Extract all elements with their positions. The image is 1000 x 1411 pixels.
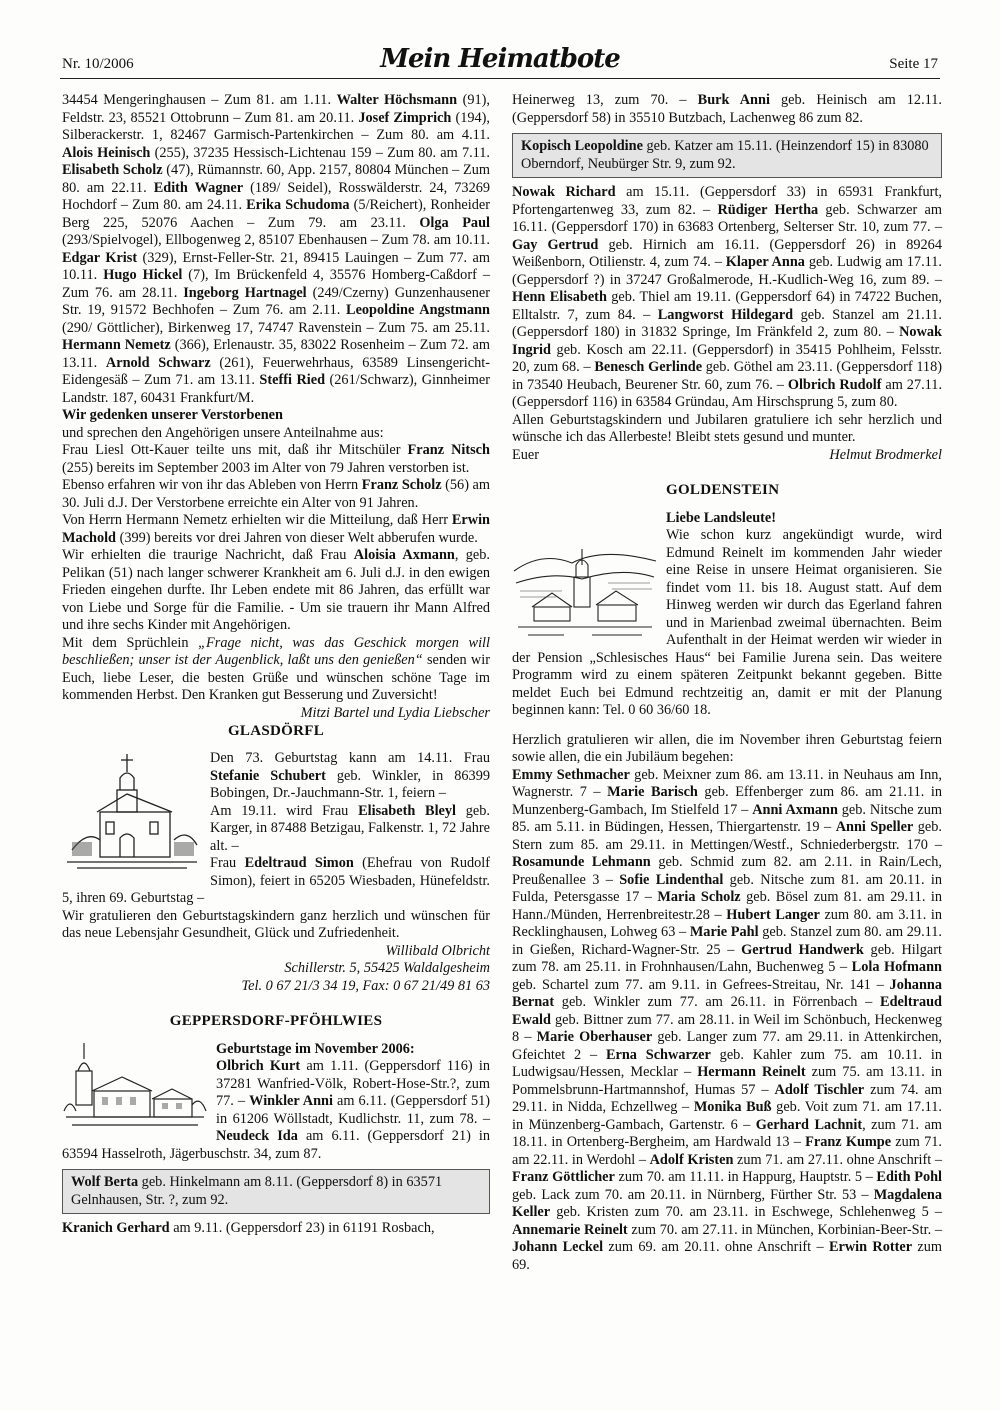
goldenstein-greeting: Liebe Landsleute! [666, 509, 777, 526]
memorial-intro: und sprechen den Angehörigen unsere Anteilnahme aus: [62, 424, 384, 441]
highlight-box: Kopisch Leopoldine geb. Katzer am 15.11. (Heinzendorf 15) in 83080 Oberndorf, Neubürger Str. 9, zum 92. [512, 133, 942, 178]
geppersdorf-birthdays-continued: Kranich Gerhard am 9.11. (Geppersdorf 23) in 61191 Rosbach, [62, 1220, 435, 1236]
landscape-illustration [512, 531, 658, 643]
highlight-box: Wolf Berta geb. Hinkelmann am 8.11. (Geppersdorf 8) in 63571 Gelnhausen, Str. ?, zum 92. [62, 1169, 490, 1214]
signature-phone: Tel. 0 67 21/3 34 19, Fax: 0 67 21/49 81 63 [241, 977, 490, 994]
geppersdorf-birthdays: Olbrich Kurt am 1.11. (Geppersdorf 116) in 37281 Wanfried-Völk, Robert-Hose-Str.?, zum 77. – Winkler Anni am 6.11. (Geppersdorf 51) in 61206 Wöllstadt, Kudlichstr. 11, zum 78. – Neudeck Ida am 6.11. (Geppersdorf 21) in 63594 Hasselroth, Jägerbuschstr. 34, zum 87. [62, 1058, 491, 1162]
closing-signature-row [512, 447, 942, 465]
geppersdorf-continued: Heinerweg 13, zum 70. – Burk Anni geb. Heinisch am 12.11. (Geppersdorf 58) in 35510 Butzbach, Lachenweg 86 zum 82. [512, 92, 942, 126]
closing-salutation: Euer [512, 446, 539, 463]
header-rule [60, 78, 940, 79]
village-illustration [62, 1041, 208, 1137]
geppersdorf-section [62, 1041, 490, 1238]
memorial-heading: Wir gedenken unserer Verstorbenen [62, 407, 283, 423]
page-number: Seite 17 [889, 56, 938, 72]
memorial-closing: Mit dem Sprüchlein „Frage nicht, was das Geschick morgen will beschließen; unser ist der Augenblick, laßt uns den genießen“ senden wir Euch, liebe Leser, die besten Grüße und wünschen schöne Tage im kommenden Herbst. Den Kranken gut Besserung und Zuversicht! Mitzi Bartel und Lydia Liebscher [62, 634, 490, 721]
memorial-paragraph: Ebenso erfahren wir von ihr das Ableben von Herrn Franz Scholz (56) am 30. Juli d.J. Der Verstorbene erreichte ein Alter von 91 Jahren. [62, 477, 491, 511]
goldenstein-trip-announcement: Wie schon kurz angekündigt wurde, wird Edmund Reinelt im kommenden Jahr wieder eine Reise in unsere Heimat organisieren. Sie findet vom 11. bis 18. August statt. Auf dem Hinweg werden wir durch das Egerland fahren und in Marienbad zweimal übernachten. Beim Aufenthalt in der Heimat werden wir wieder in der Pension „Schlesisches Haus“ bei Familie Jurena sein. Das weitere Programm wird zu einem späteren Zeitpunkt bekannt gegeben. Bitte meldet Euch bei Edmund rechtzeitig an, damit er mit der Planung beginnen kann: Tel. 0 60 36/60 18. [512, 527, 942, 718]
goldenstein-birthday-list: Emmy Sethmacher geb. Meixner zum 86. am 13.11. in Neuhaus am Inn, Wagnerstr. 7 – Marie Barisch geb. Effenberger zum 86. am 21.11. in Munzenberg-Gambach, Im Stielfeld 17 – Anni Axmann geb. Nitsche zum 85. am 5.11. in Büdingen, Hessen, Thiergartenstr. 19 – Anni Speller geb. Stern zum 85. am 29.11. in Mettingen/Westf., Schniederbergstr. 170 – Rosamunde Lehmann geb. Schmid zum 82. am 2.11. in Rain/Lech, Preußenallee 3 – Sofie Lindenthal geb. Nitsche zum 81. am 20.11. in Fulda, Petersgasse 17 – Maria Scholz geb. Bösel zum 81. am 29.11. in Hann./Münden, Herrenbreitestr.28 – Hubert Langer zum 80. am 3.11. in Recklinghausen, Lohweg 63 – Marie Pahl geb. Stanzel zum 80. am 29.11. in Gießen, Richard-Wagner-Str. 25 – Gertrud Handwerk geb. Hilgart zum 78. am 25.11. in Frohnhausen/Lahn, Buchenweg 5 – Lola Hofmann geb. Schartel zum 77. am 9.11. in Gefrees-Streitau, Nr. 141 – Johanna Bernat geb. Winkler zum 77. am 26.11. in Förrenbach – Edeltraud Ewald geb. Bittner zum 77. am 28.11. in Weil im Schönbuch, Heckenweg 8 – Marie Oberhauser geb. Langer zum 77. am 29.11. in Attenkirchen, Gfeichtet 2 – Erna Schwarzer geb. Kahler zum 75. am 10.11. in Ludwigsau/Hessen, Mecklar – Hermann Reinelt zum 75. am 13.11. in Pommelsbrunn-Hartmannshof, Humas 57 – Adolf Tischler zum 74. am 29.11. in Nidda, Echzellweg – Monika Buß geb. Voit zum 71. am 17.11. in Münzenberg-Gambach, Gartenstr. 6 – Gerhard Lachnit, zum 71. am 18.11. in Ortenberg-Bergheim, am Hardwald 13 – Franz Kumpe zum 71. am 22.11. in Werdohl – Adolf Kristen zum 71. am 27.11. ohne Anschrift – Franz Göttlicher zum 70. am 11.11. in Happurg, Hauptstr. 5 – Edith Pohl geb. Lack zum 70. am 20.11. in Nürnberg, Fürther Str. 53 – Magdalena Keller geb. Kristen zum 70. am 23.11. in Eschwege, Schlehenweg 5 – Annemarie Reinelt zum 70. am 27.11. in München, Korbinian-Beer-Str. – Johann Leckel zum 69. am 20.11. ohne Anschrift – Erwin Rotter zum 69. [512, 766, 943, 1273]
glasdoerfl-section [62, 750, 490, 995]
memorial-paragraph: Frau Liesl Ott-Kauer teilte uns mit, daß ihr Mitschüler Franz Nitsch (255) bereits im September 2003 im Alter von 79 Jahren verstorben ist. [62, 442, 490, 476]
goldenstein-section [512, 510, 942, 1275]
chapel-illustration [62, 750, 202, 880]
issue-number: Nr. 10/2006 [62, 56, 134, 72]
section-title-glasdoerfl: GLASDÖRFL [227, 722, 325, 739]
closing-signature: Helmut Brodmerkel [829, 446, 942, 463]
right-column [512, 92, 942, 1274]
memorial-paragraph: Wir erhielten die traurige Nachricht, daß Frau Aloisia Axmann, geb. Pelikan (51) nach langer schwerer Krankheit am 6. Juli d.J. in den ewigen Frieden eingehen durfte. Ihr Leben endete mit 86 Jahren, das erfüllt war von Liebe und Sorge für die Familie. - Um sie trauern ihr Mann Alfred und ihre sechs Kinder mit Angehörigen. [62, 547, 490, 633]
geppersdorf-closing: Allen Geburtstagskindern und Jubilaren gratuliere ich sehr herzlich und wünsche ich das Allerbeste! Bleibt stets gesund und munter. [512, 411, 942, 445]
birthday-list-continued: 34454 Mengeringhausen – Zum 81. am 1.11. Walter Höchsmann (91), Feldstr. 23, 85521 Ottobrunn – Zum 81. am 20.11. Josef Zimprich (194), Silberackerstr. 1, 82467 Garmisch-Partenkirchen – Zum 80. am 4.11. Alois Heinisch (255), 37235 Hessisch-Lichtenau 159 – Zum 80. am 7.11. Elisabeth Scholz (47), Rümannstr. 60, App. 2157, 80804 München – Zum 80. am 22.11. Edith Wagner (189/ Seidel), Rosswälderstr. 24, 73269 Hochdorf – Zum 80. am 24.11. Erika Schudoma (5/Reichert), Ronheider Berg 225, 52076 Aachen – Zum 79. am 23.11. Olga Paul (293/Spielvogel), Ellbogenweg 2, 85107 Ebenhausen – Zum 78. am 10.11. Edgar Krist (329), Ernst-Feller-Str. 21, 89415 Lauingen – Zum 77. am 10.11. Hugo Hickel (7), Im Brückenfeld 4, 35576 Homberg-Caßdorf – Zum 76. am 28.11. Ingeborg Hartnagel (249/Czerny) Gunzenhausener Str. 19, 91572 Bechhofen – Zum 76. am 2.11. Leopoldine Angstmann (290/ Göttlicher), Birkenweg 17, 74747 Ravenstein – Zum 75. am 25.11. Hermann Nemetz (366), Erlenaustr. 35, 83022 Rosenheim – Zum 72. am 13.11. Arnold Schwarz (261), Feuerwehrhaus, 63589 Linsengericht-Eidengesäß – Zum 71. am 13.11. Steffi Ried (261/Schwarz), Ginnheimer Landstr. 187, 60431 Frankfurt/M. [62, 92, 491, 406]
signature-name: Willibald Olbricht [385, 942, 490, 959]
geppersdorf-birthday-list: Nowak Richard am 15.11. (Geppersdorf 33) in 65931 Frankfurt, Pfortengartenweg 33, zum 82. – Rüdiger Hertha geb. Schwarzer am 16.11. (Geppersdorf 170) in 63683 Ortenberg, Selterser Str. 10, zum 77. – Gay Gertrud geb. Hirnich am 16.11. (Geppersdorf 26) in 89264 Weißenborn, Otilienstr. 4, zum 74. – Klaper Anna geb. Ludwig am 17.11. (Geppersdorf ?) in 37247 Großalmerode, H.-Kudlich-Weg 16, zum 89. – Henn Elisabeth geb. Thiel am 19.11. (Geppersdorf 64) in 74722 Buchen, Elltalstr. 7, zum 84. – Langworst Hildegard geb. Stanzel am 21.11. (Geppersdorf 180) in 31832 Springe, Im Fränkfeld 2, zum 80. – Nowak Ingrid geb. Kosch am 22.11. (Geppersdorf) in 35415 Pohlheim, Felsstr. 20, zum 68. – Benesch Gerlinde geb. Göthel am 23.11. (Geppersdorf 118) in 73540 Heubach, Beurener Str. 60, zum 76. – Olbrich Rudolf am 27.11. (Geppersdorf 116) in 63584 Gründau, Am Hirschsprung 5, zum 80. [512, 184, 943, 410]
goldenstein-congratulations: Herzlich gratulieren wir allen, die im November ihren Geburtstag feiern sowie allen, die ein Jubiläum begehen: [512, 731, 942, 765]
masthead-title: Mein Heimatbote [380, 44, 620, 74]
section-title-goldenstein: GOLDENSTEIN [666, 482, 780, 498]
glasdoerfl-wish: Wir gratulieren den Geburtstagskindern ganz herzlich und wünschen für das neue Lebensjahr Gesundheit, Glück und Zufriedenheit. [62, 907, 490, 941]
geppersdorf-subtitle: Geburtstage im November 2006: [216, 1040, 415, 1057]
section-title-geppersdorf: GEPPERSDORF-PFÖHLWIES [169, 1013, 383, 1029]
glasdoerfl-birthdays: Den 73. Geburtstag kann am 14.11. Frau Stefanie Schubert geb. Winkler, in 86399 Bobingen, Dr.-Jauchmann-Str. 1, feiern – Am 19.11. wird Frau Elisabeth Bleyl geb. Karger, in 87488 Betzigau, Falkenstr. 1, 72 Jahre alt. – Frau Edeltraud Simon (Ehefrau von Rudolf Simon), feiert in 65205 Wiesbaden, Hünefeldstr. 5, ihren 69. Geburtstag – [62, 750, 491, 906]
memorial-paragraph: Von Herrn Hermann Nemetz erhielten wir die Mitteilung, daß Herr Erwin Machold (399) bereits vor drei Jahren von dieser Welt abberufen wurde. [62, 512, 490, 546]
memorial-signature: Mitzi Bartel und Lydia Liebscher [300, 704, 490, 721]
signature-address: Schillerstr. 5, 55425 Waldalgesheim [284, 960, 490, 976]
left-column [62, 92, 490, 1238]
